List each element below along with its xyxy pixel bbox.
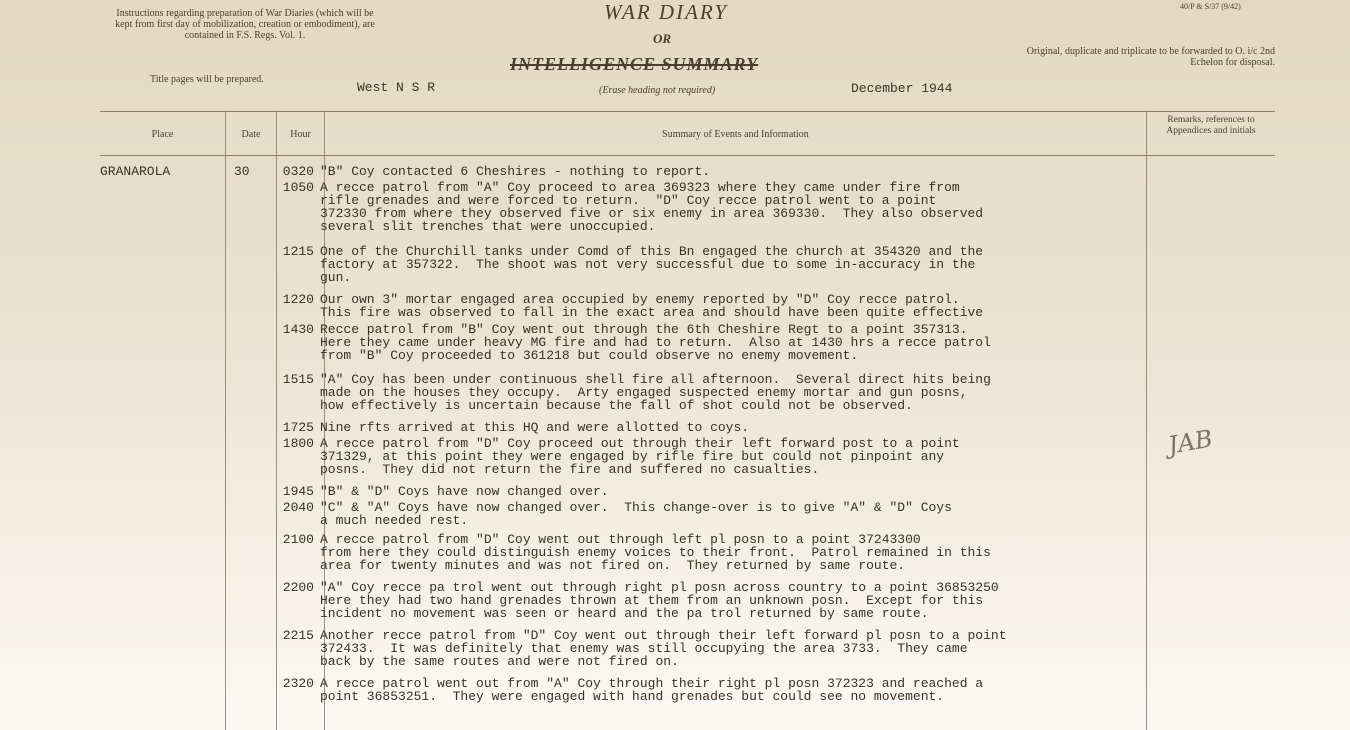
- column-hour: Hour: [290, 129, 311, 140]
- entry-line: Here they came under heavy MG fire and had to return. Also at 1430 hrs a recce patrol: [320, 335, 991, 350]
- entry-line: made on the houses they occupy. Arty engaged suspected enemy mortar and gun posns,: [320, 385, 968, 400]
- entry-text: [320, 181, 983, 233]
- entry-text: [320, 501, 952, 527]
- entry-line: from "B" Coy proceeded to 361218 but could observe no enemy movement.: [320, 348, 859, 363]
- entry-line: A recce patrol from "D" Coy proceed out through their left forward post to a point: [320, 436, 960, 451]
- entry-line: This fire was observed to fall in the exact area and should have been quite effective: [320, 305, 984, 320]
- diary-entry: [280, 501, 952, 527]
- hour-column-rule: [276, 111, 277, 730]
- entry-line: posns. They did not return the fire and suffered no casualties.: [320, 462, 820, 477]
- entry-text: [320, 245, 983, 284]
- entry-line: "B" & "D" Coys have now changed over.: [320, 484, 609, 499]
- diary-entry: [280, 165, 710, 178]
- entry-line: Our own 3" mortar engaged area occupied by enemy reported by "D" Coy recce patrol.: [320, 292, 960, 307]
- diary-entry: [280, 677, 983, 703]
- entry-line: 372433. It was definitely that enemy was still occupying the area 3733. They came: [320, 641, 968, 656]
- diary-entry: [280, 437, 960, 476]
- entry-text: [320, 629, 1007, 668]
- entry-line: 371329, at this point they were engaged by rifle fire but could not pinpoint any: [320, 449, 945, 464]
- diary-entry: [280, 421, 749, 434]
- date-column-rule: [225, 111, 226, 730]
- entry-hour: 2040: [282, 500, 314, 515]
- entry-text: [320, 323, 991, 362]
- column-place: Place: [151, 129, 174, 140]
- month-year: December 1944: [851, 81, 953, 96]
- initials-signature: JAB: [1165, 424, 1215, 460]
- entry-text: [320, 581, 999, 620]
- entry-hour: 1215: [282, 244, 314, 259]
- diary-entry: [280, 323, 991, 362]
- diary-entry: [280, 181, 983, 233]
- entry-hour: 1800: [282, 436, 314, 451]
- entry-line: back by the same routes and were not fired on.: [320, 654, 679, 669]
- or-text: OR: [653, 31, 672, 46]
- entry-hour: 2320: [282, 676, 314, 691]
- date-cell: 30: [234, 164, 250, 179]
- title-pages-note: Title pages will be prepared.: [150, 74, 264, 85]
- column-date: Date: [241, 129, 261, 140]
- document-title: WAR DIARY: [604, 0, 729, 24]
- instructions-note: Instructions regarding preparation of War Diaries (which will be kept from first day of mobilization, creation or embodiment), are contained in F.S. Regs. Vol. 1.: [115, 8, 375, 41]
- column-summary: Summary of Events and Information: [662, 129, 809, 140]
- diary-entry: [280, 373, 991, 412]
- entry-text: [320, 485, 609, 498]
- entry-line: Another recce patrol from "D" Coy went out through their left forward pl posn to a point: [320, 628, 1007, 643]
- form-number: 40/P & S/37 (9/42): [1180, 2, 1241, 11]
- erase-note: (Erase heading not required): [599, 85, 716, 96]
- diary-entry: [280, 533, 991, 572]
- entry-text: [320, 421, 749, 434]
- entry-text: [320, 165, 710, 178]
- entry-line: incident no movement was seen or heard and the pa trol returned by same route.: [320, 606, 929, 621]
- entry-line: a much needed rest.: [320, 513, 469, 528]
- entry-line: how effectively is uncertain because the fall of shot could not be observed.: [320, 398, 913, 413]
- entry-text: [320, 437, 960, 476]
- entry-hour: 1050: [282, 180, 314, 195]
- entry-line: rifle grenades and were forced to return. "D" Coy recce patrol went to a point: [320, 193, 937, 208]
- entry-line: Nine rfts arrived at this HQ and were allotted to coys.: [320, 420, 750, 435]
- entry-line: A recce patrol from "A" Coy proceed to area 369323 where they came under fire from: [320, 180, 960, 195]
- entry-text: [320, 373, 991, 412]
- entry-hour: 2100: [282, 532, 314, 547]
- entry-text: [320, 677, 983, 703]
- diary-entry: [280, 485, 609, 498]
- entry-hour: 1725: [282, 420, 314, 435]
- entry-line: point 36853251. They were engaged with hand grenades but could see no movement.: [320, 689, 945, 704]
- entry-line: "A" Coy has been under continuous shell fire all afternoon. Several direct hits being: [320, 372, 991, 387]
- entry-line: A recce patrol from "D" Coy went out through left pl posn to a point 37243300: [320, 532, 921, 547]
- column-remarks: Remarks, references to Appendices and initials: [1166, 115, 1256, 136]
- unit-name: West N S R: [357, 80, 436, 95]
- diary-entry: [280, 293, 983, 319]
- entry-line: "A" Coy recce pa trol went out through right pl posn across country to a point 36853250: [320, 580, 999, 595]
- entry-hour: 1515: [282, 372, 314, 387]
- entry-line: "C" & "A" Coys have now changed over. This change-over is to give "A" & "D" Coys: [320, 500, 952, 515]
- entry-hour: 1220: [282, 292, 314, 307]
- remarks-column-rule: [1146, 111, 1147, 730]
- entry-hour: 1430: [282, 322, 314, 337]
- entry-hour: 2200: [282, 580, 314, 595]
- entry-line: factory at 357322. The shoot was not very successful due to some in-accuracy in the: [320, 257, 976, 272]
- entry-hour: 0320: [282, 164, 314, 179]
- diary-entry: [280, 245, 983, 284]
- entry-line: gun.: [320, 270, 352, 285]
- original-note: Original, duplicate and triplicate to be forwarded to O. i/c 2nd Echelon for disposal.: [1026, 46, 1275, 68]
- entry-line: Here they had two hand grenades thrown at them from an unknown posn. Except for this: [320, 593, 984, 608]
- entry-hour: 2215: [282, 628, 314, 643]
- entry-line: A recce patrol went out from "A" Coy through their right pl posn 372323 and reached a: [320, 676, 984, 691]
- entry-line: area for twenty minutes and was not fired on. They returned by same route.: [320, 558, 906, 573]
- entry-text: [320, 293, 983, 319]
- entry-line: One of the Churchill tanks under Comd of this Bn engaged the church at 354320 and the: [320, 244, 984, 259]
- place-cell: GRANAROLA: [100, 164, 171, 179]
- diary-entry: [280, 629, 1007, 668]
- entry-hour: 1945: [282, 484, 314, 499]
- entry-line: Recce patrol from "B" Coy went out through the 6th Cheshire Regt to a point 357313.: [320, 322, 968, 337]
- entry-line: "B" Coy contacted 6 Cheshires - nothing to report.: [320, 164, 711, 179]
- entry-text: [320, 533, 991, 572]
- entry-line: 372330 from where they observed five or six enemy in area 369330. They also observed: [320, 206, 984, 221]
- entry-line: from here they could distinguish enemy voices to their front. Patrol remained in this: [320, 545, 991, 560]
- diary-entry: [280, 581, 999, 620]
- struck-heading: INTELLIGENCE SUMMARY: [510, 54, 759, 74]
- entry-line: several slit trenches that were unoccupied.: [320, 219, 656, 234]
